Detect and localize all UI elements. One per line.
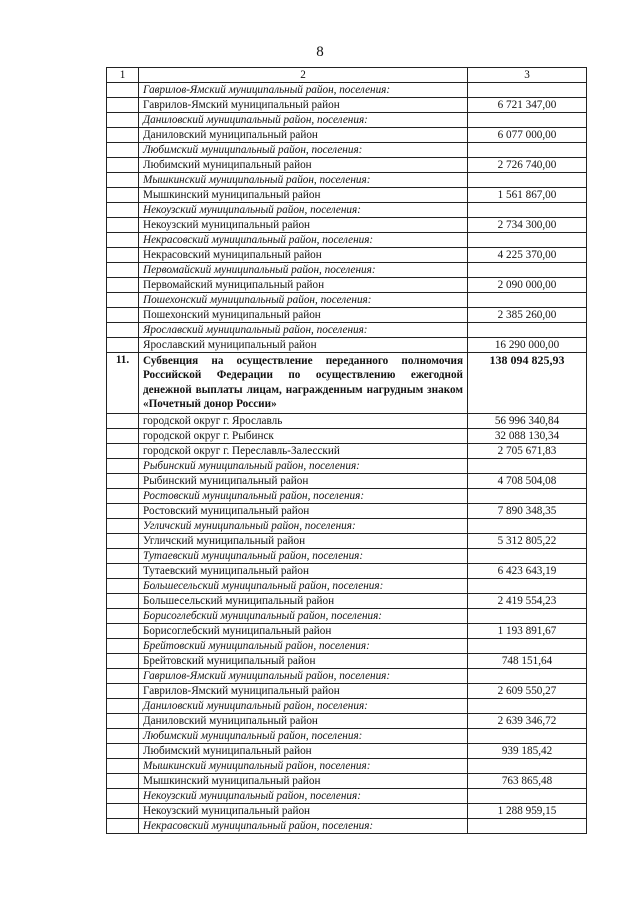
row-number-cell (107, 533, 139, 548)
row-name-cell: Большесельский муниципальный район, поселения: (139, 578, 468, 593)
row-number-cell (107, 518, 139, 533)
row-amount-cell: 763 865,48 (468, 773, 587, 788)
row-number-cell (107, 788, 139, 803)
row-number-cell (107, 98, 139, 113)
table-row (107, 188, 587, 203)
table-row (107, 653, 587, 668)
row-amount-cell: 2 609 550,27 (468, 683, 587, 698)
row-name-cell: Ярославский муниципальный район, поселения: (139, 323, 468, 338)
row-name-cell: городской округ г. Ярославль (139, 413, 468, 428)
row-amount-cell (468, 83, 587, 98)
row-amount-cell (468, 458, 587, 473)
table-subheading-row (107, 758, 587, 773)
row-amount-cell (468, 638, 587, 653)
row-amount-cell: 138 094 825,93 (468, 353, 587, 414)
row-number-cell (107, 743, 139, 758)
row-name-cell: Даниловский муниципальный район, поселения: (139, 113, 468, 128)
row-name-cell: Даниловский муниципальный район, поселения: (139, 698, 468, 713)
row-amount-cell (468, 698, 587, 713)
row-number-cell (107, 548, 139, 563)
table-row (107, 278, 587, 293)
table-subheading-row (107, 293, 587, 308)
row-number-cell (107, 113, 139, 128)
row-number-cell (107, 563, 139, 578)
row-amount-cell: 2 639 346,72 (468, 713, 587, 728)
row-name-cell: Угличский муниципальный район (139, 533, 468, 548)
row-number-cell (107, 143, 139, 158)
table-subheading-row (107, 488, 587, 503)
row-name-cell: Некоузский муниципальный район (139, 803, 468, 818)
table-subheading-row (107, 113, 587, 128)
row-amount-cell (468, 578, 587, 593)
row-number-cell (107, 128, 139, 143)
row-amount-cell: 2 734 300,00 (468, 218, 587, 233)
row-name-cell: Пошехонский муниципальный район (139, 308, 468, 323)
row-amount-cell: 939 185,42 (468, 743, 587, 758)
row-number-cell (107, 443, 139, 458)
row-amount-cell: 32 088 130,34 (468, 428, 587, 443)
table-subheading-row (107, 458, 587, 473)
row-amount-cell: 6 423 643,19 (468, 563, 587, 578)
row-name-cell: Брейтовский муниципальный район, поселения: (139, 638, 468, 653)
table-subheading-row (107, 728, 587, 743)
row-amount-cell: 1 193 891,67 (468, 623, 587, 638)
table-subheading-row (107, 668, 587, 683)
table-subheading-row (107, 548, 587, 563)
row-name-cell: Гаврилов-Ямский муниципальный район (139, 98, 468, 113)
row-number-cell (107, 578, 139, 593)
table-subheading-row (107, 698, 587, 713)
row-name-cell: Большесельский муниципальный район (139, 593, 468, 608)
row-number-cell (107, 248, 139, 263)
table-subheading-row (107, 323, 587, 338)
row-name-cell: Первомайский муниципальный район (139, 278, 468, 293)
row-amount-cell: 56 996 340,84 (468, 413, 587, 428)
row-number-cell (107, 428, 139, 443)
row-amount-cell (468, 293, 587, 308)
row-name-cell: Даниловский муниципальный район (139, 713, 468, 728)
row-name-cell: Любимский муниципальный район, поселения: (139, 143, 468, 158)
row-amount-cell (468, 143, 587, 158)
row-number-cell (107, 308, 139, 323)
row-name-cell: Тутаевский муниципальный район, поселения: (139, 548, 468, 563)
row-name-cell: Гаврилов-Ямский муниципальный район (139, 683, 468, 698)
row-amount-cell (468, 668, 587, 683)
header-col-2: 2 (139, 68, 468, 83)
row-amount-cell: 2 726 740,00 (468, 158, 587, 173)
row-number-cell (107, 188, 139, 203)
row-amount-cell (468, 758, 587, 773)
table-subheading-row (107, 638, 587, 653)
row-name-cell: Ростовский муниципальный район (139, 503, 468, 518)
row-name-cell: Борисоглебский муниципальный район, поселения: (139, 608, 468, 623)
row-name-cell: Субвенция на осуществление переданного полномочия Российской Федерации по осуществлению ежегодной денежной выплаты лицам, награжденным нагрудным знаком «Почетный донор России» (139, 353, 468, 414)
table-row (107, 428, 587, 443)
table-subheading-row (107, 233, 587, 248)
row-number-cell (107, 218, 139, 233)
table-row (107, 443, 587, 458)
row-name-cell: Ярославский муниципальный район (139, 338, 468, 353)
row-amount-cell: 6 077 000,00 (468, 128, 587, 143)
table-row (107, 413, 587, 428)
row-name-cell: городской округ г. Рыбинск (139, 428, 468, 443)
table-row (107, 713, 587, 728)
row-number-cell (107, 323, 139, 338)
row-amount-cell: 2 705 671,83 (468, 443, 587, 458)
table-subheading-row (107, 578, 587, 593)
row-name-cell: Первомайский муниципальный район, поселения: (139, 263, 468, 278)
row-name-cell: Любимский муниципальный район (139, 743, 468, 758)
row-name-cell: Мышкинский муниципальный район, поселения: (139, 758, 468, 773)
row-number-cell (107, 683, 139, 698)
row-amount-cell (468, 203, 587, 218)
row-number-cell (107, 233, 139, 248)
table-row (107, 683, 587, 698)
row-amount-cell: 748 151,64 (468, 653, 587, 668)
row-amount-cell (468, 323, 587, 338)
row-amount-cell: 2 090 000,00 (468, 278, 587, 293)
row-number-cell (107, 593, 139, 608)
row-number-cell (107, 293, 139, 308)
row-number-cell (107, 668, 139, 683)
table-row (107, 773, 587, 788)
table-row (107, 803, 587, 818)
row-name-cell: Некоузский муниципальный район, поселения: (139, 788, 468, 803)
row-number-cell (107, 203, 139, 218)
table-subheading-row (107, 518, 587, 533)
row-number-cell (107, 413, 139, 428)
table-row (107, 98, 587, 113)
row-number-cell (107, 818, 139, 833)
row-name-cell: Любимский муниципальный район, поселения: (139, 728, 468, 743)
row-number-cell (107, 653, 139, 668)
row-number-cell (107, 803, 139, 818)
row-number-cell (107, 773, 139, 788)
row-amount-cell: 1 561 867,00 (468, 188, 587, 203)
row-amount-cell (468, 173, 587, 188)
row-amount-cell (468, 263, 587, 278)
row-name-cell: Пошехонский муниципальный район, поселения: (139, 293, 468, 308)
table-row (107, 308, 587, 323)
table-header-row (107, 68, 587, 83)
row-name-cell: Любимский муниципальный район (139, 158, 468, 173)
row-number-cell (107, 698, 139, 713)
row-name-cell: Мышкинский муниципальный район (139, 773, 468, 788)
row-number-cell (107, 758, 139, 773)
row-name-cell: Борисоглебский муниципальный район (139, 623, 468, 638)
row-amount-cell: 4 225 370,00 (468, 248, 587, 263)
row-amount-cell: 1 288 959,15 (468, 803, 587, 818)
row-name-cell: Некрасовский муниципальный район (139, 248, 468, 263)
row-number-cell (107, 713, 139, 728)
row-name-cell: Тутаевский муниципальный район (139, 563, 468, 578)
row-amount-cell: 6 721 347,00 (468, 98, 587, 113)
row-amount-cell (468, 233, 587, 248)
table-row (107, 473, 587, 488)
row-name-cell: Некоузский муниципальный район (139, 218, 468, 233)
row-number-cell: 11. (107, 353, 139, 414)
table-row (107, 218, 587, 233)
row-amount-cell: 2 385 260,00 (468, 308, 587, 323)
row-amount-cell (468, 113, 587, 128)
row-amount-cell (468, 788, 587, 803)
row-amount-cell (468, 818, 587, 833)
table-row (107, 128, 587, 143)
row-amount-cell (468, 728, 587, 743)
row-name-cell: Гаврилов-Ямский муниципальный район, поселения: (139, 668, 468, 683)
row-name-cell: Угличский муниципальный район, поселения: (139, 518, 468, 533)
row-number-cell (107, 173, 139, 188)
table-row (107, 623, 587, 638)
table-subheading-row (107, 788, 587, 803)
row-number-cell (107, 458, 139, 473)
row-number-cell (107, 473, 139, 488)
row-name-cell: Ростовский муниципальный район, поселения: (139, 488, 468, 503)
row-amount-cell: 16 290 000,00 (468, 338, 587, 353)
row-number-cell (107, 158, 139, 173)
row-number-cell (107, 488, 139, 503)
row-number-cell (107, 338, 139, 353)
row-number-cell (107, 278, 139, 293)
row-amount-cell: 2 419 554,23 (468, 593, 587, 608)
table-subheading-row (107, 83, 587, 98)
row-name-cell: Гаврилов-Ямский муниципальный район, поселения: (139, 83, 468, 98)
table-row (107, 533, 587, 548)
subvention-table (106, 67, 587, 834)
row-name-cell: Даниловский муниципальный район (139, 128, 468, 143)
table-row (107, 593, 587, 608)
table-subheading-row (107, 203, 587, 218)
table-subheading-row (107, 173, 587, 188)
table-row (107, 563, 587, 578)
header-col-1: 1 (107, 68, 139, 83)
row-amount-cell (468, 548, 587, 563)
table-row (107, 743, 587, 758)
page-number: 8 (316, 44, 324, 60)
table-row (107, 338, 587, 353)
row-name-cell: Некрасовский муниципальный район, поселения: (139, 818, 468, 833)
row-amount-cell (468, 608, 587, 623)
row-name-cell: Некоузский муниципальный район, поселения: (139, 203, 468, 218)
table-subheading-row (107, 608, 587, 623)
table-row (107, 248, 587, 263)
row-name-cell: Рыбинский муниципальный район, поселения: (139, 458, 468, 473)
table-row (107, 158, 587, 173)
table-row (107, 503, 587, 518)
row-name-cell: Некрасовский муниципальный район, поселения: (139, 233, 468, 248)
row-number-cell (107, 503, 139, 518)
row-name-cell: Рыбинский муниципальный район (139, 473, 468, 488)
table-subheading-row (107, 143, 587, 158)
row-name-cell: Брейтовский муниципальный район (139, 653, 468, 668)
row-number-cell (107, 638, 139, 653)
row-amount-cell: 4 708 504,08 (468, 473, 587, 488)
row-name-cell: Мышкинский муниципальный район (139, 188, 468, 203)
row-amount-cell: 7 890 348,35 (468, 503, 587, 518)
row-name-cell: Мышкинский муниципальный район, поселения: (139, 173, 468, 188)
row-amount-cell (468, 488, 587, 503)
table-subheading-row (107, 818, 587, 833)
row-number-cell (107, 623, 139, 638)
table-subheading-row (107, 263, 587, 278)
row-number-cell (107, 263, 139, 278)
row-amount-cell (468, 518, 587, 533)
row-number-cell (107, 83, 139, 98)
row-amount-cell: 5 312 805,22 (468, 533, 587, 548)
row-number-cell (107, 728, 139, 743)
row-name-cell: городской округ г. Переславль-Залесский (139, 443, 468, 458)
header-col-3: 3 (468, 68, 587, 83)
table-section-row (107, 353, 587, 414)
row-number-cell (107, 608, 139, 623)
